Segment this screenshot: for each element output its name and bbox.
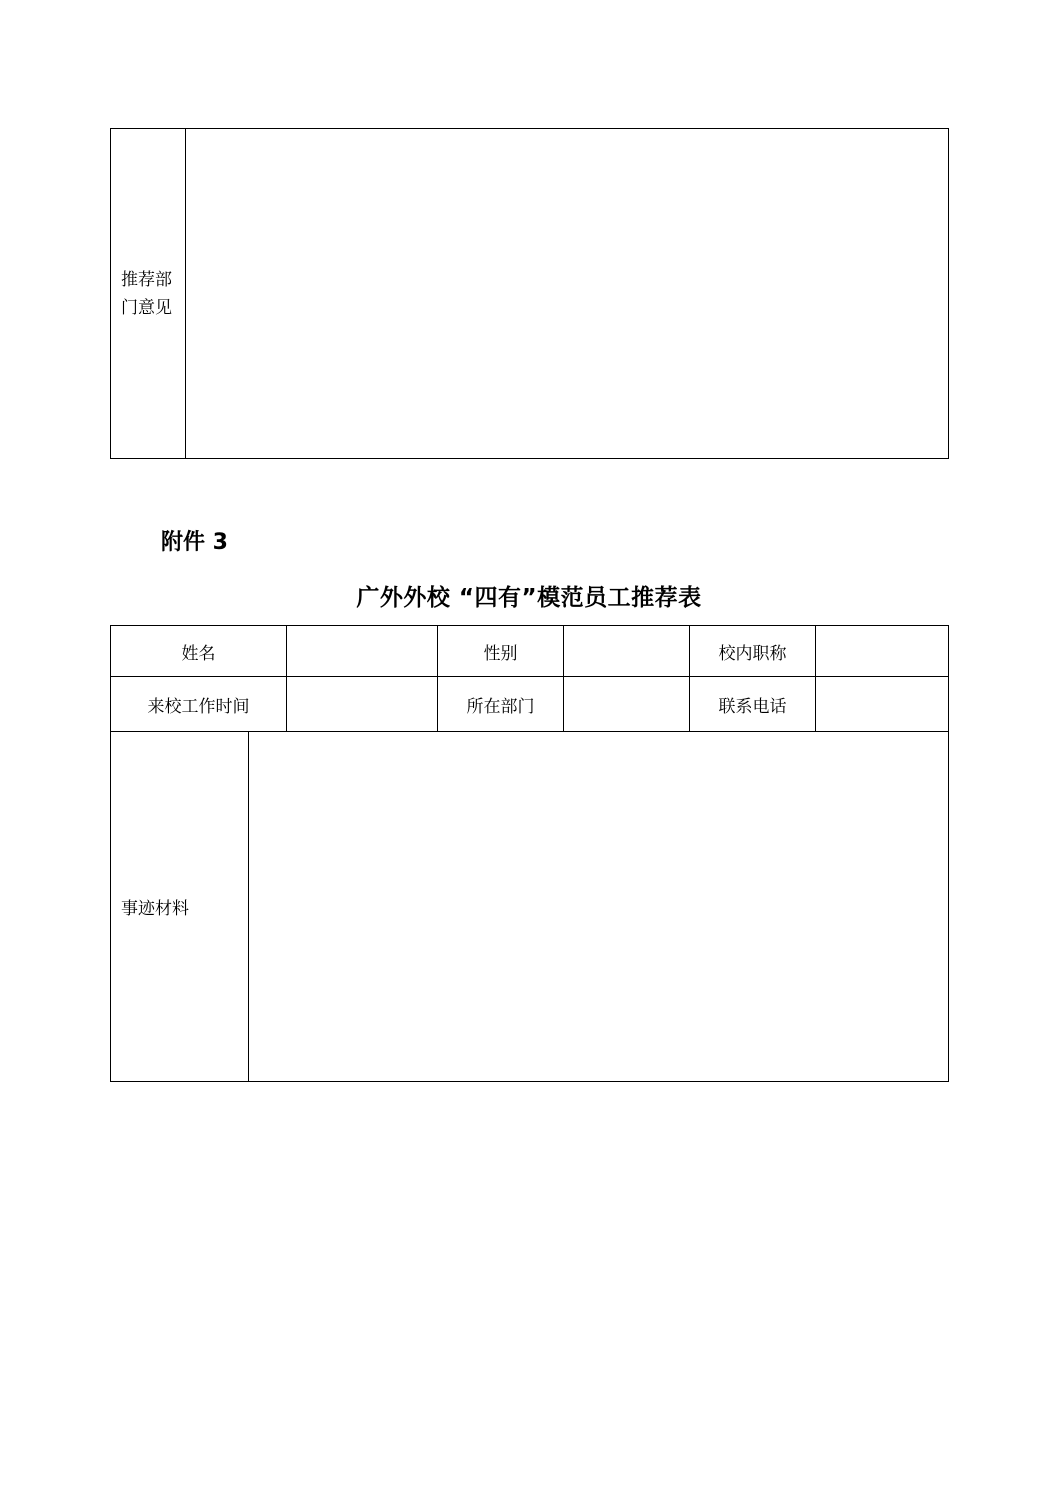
attachment-heading: 附件 3 — [161, 530, 228, 555]
department-opinion-label: 推荐部门意见 — [121, 269, 172, 318]
department-label: 所在部门 — [438, 677, 564, 731]
gender-label: 性别 — [438, 626, 564, 676]
deeds-label: 事迹材料 — [111, 732, 249, 1081]
phone-label: 联系电话 — [690, 677, 816, 731]
gender-field[interactable] — [564, 626, 690, 676]
name-label: 姓名 — [111, 626, 287, 676]
form-row-deeds — [111, 732, 948, 1081]
department-opinion-table — [110, 128, 949, 459]
start-time-label: 来校工作时间 — [111, 677, 287, 731]
school-title-label: 校内职称 — [690, 626, 816, 676]
deeds-input-area[interactable] — [249, 732, 948, 1081]
name-field[interactable] — [287, 626, 438, 676]
form-title: 广外外校 “四有”模范员工推荐表 — [356, 585, 702, 611]
school-title-field[interactable] — [816, 626, 948, 676]
department-opinion-label-cell — [111, 129, 186, 458]
recommendation-form-table — [110, 625, 949, 1082]
phone-field[interactable] — [816, 677, 948, 731]
form-row-basic-info — [111, 626, 948, 677]
department-field[interactable] — [564, 677, 690, 731]
start-time-field[interactable] — [287, 677, 438, 731]
form-row-work-info — [111, 677, 948, 732]
department-opinion-input-area[interactable] — [186, 129, 948, 458]
